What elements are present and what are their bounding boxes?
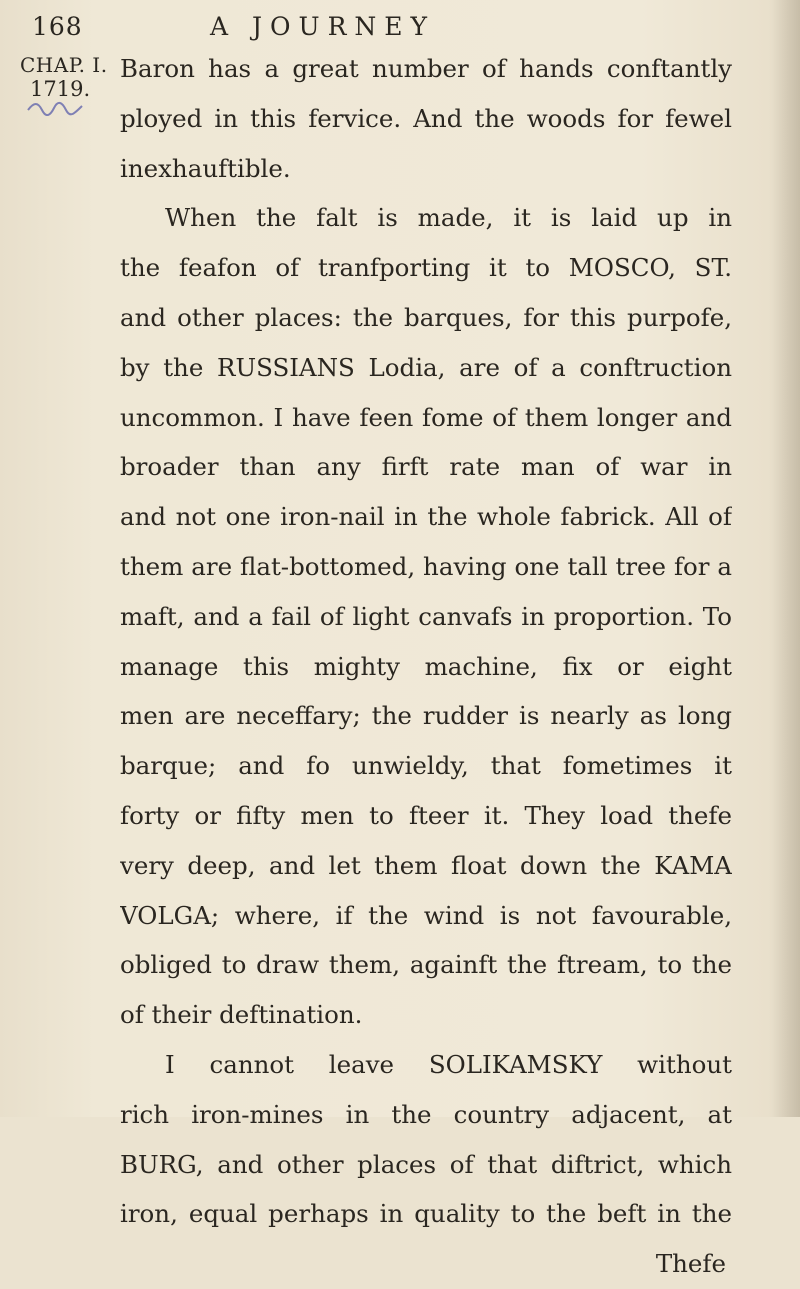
text-line: ployed in this fervice. And the woods for fewel — [120, 103, 732, 133]
body-text — [120, 44, 732, 1289]
margin-year: 1719. — [30, 77, 91, 101]
text-line: very deep, and let them float down the KAMA — [120, 850, 732, 880]
text-line: men are neceffary; the rudder is nearly as long — [120, 701, 732, 731]
text-line: broader than any firft rate man of war in — [120, 452, 732, 482]
catchword: Thefe — [655, 1249, 726, 1279]
text-line: Baron has a great number of hands conftantly — [120, 54, 732, 83]
text-line: them are flat-bottomed, having one tall tree for a — [120, 551, 732, 581]
text-line: barque; and fo unwieldy, that fometimes it — [120, 751, 732, 781]
text-line: and not one iron-nail in the whole fabrick. All of — [120, 502, 732, 532]
text-line: of their deftination. — [120, 1000, 363, 1030]
text-line: uncommon. I have feen fome of them longer and — [120, 402, 732, 432]
text-line: manage this mighty machine, fix or eight — [120, 651, 732, 681]
text-line: by the RUSSIANS Lodia, are of a conftruction — [120, 352, 732, 382]
margin-chapter: CHAP. I. — [20, 53, 108, 77]
page-number: 168 — [32, 12, 83, 41]
text-line: BURG, and other places of that diftrict, which — [120, 1149, 732, 1179]
text-line: the feafon of tranfporting it to MOSCO, ST. — [120, 253, 732, 283]
text-line: forty or fifty men to fteer it. They load thefe — [120, 800, 732, 830]
text-line: inexhauftible. — [120, 153, 291, 183]
text-line: I cannot leave SOLIKAMSKY without — [165, 1049, 732, 1079]
page-header — [30, 8, 730, 48]
text-line: iron, equal perhaps in quality to the beft in the — [120, 1199, 732, 1229]
margin-notes — [20, 53, 115, 101]
running-head: A JOURNEY — [210, 12, 436, 41]
page-edge-shadow — [772, 0, 800, 1117]
text-line: rich iron-mines in the country adjacent, at — [120, 1099, 732, 1129]
text-line: When the falt is made, it is laid up in — [165, 203, 732, 233]
text-line: VOLGA; where, if the wind is not favourable, — [120, 900, 732, 930]
text-line: and other places: the barques, for this purpofe, — [120, 302, 732, 332]
text-line: obliged to draw them, againft the ftream, to the — [120, 950, 732, 980]
text-line: maft, and a fail of light canvafs in proportion. To — [120, 601, 732, 631]
ink-flourish-mark — [26, 100, 86, 116]
